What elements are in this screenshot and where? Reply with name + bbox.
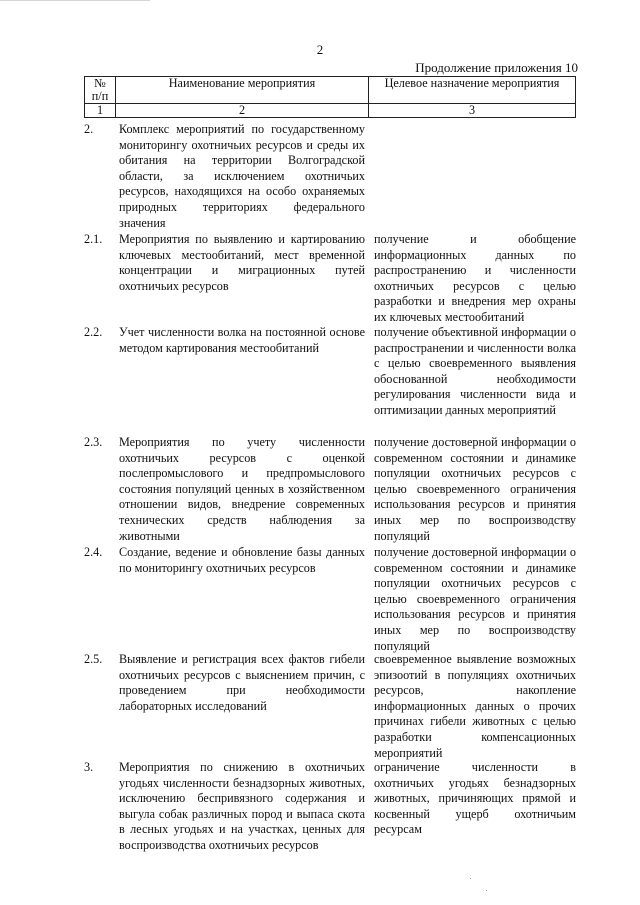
row-activity-name: Учет численности волка на постоянной основе методом картирования местообитаний — [119, 325, 365, 355]
header-col-number: № п/п — [85, 77, 116, 104]
row-activity-name: Мероприятия по учету численности охотничьих ресурсов с оценкой послепромыслового и предпромыслового состояния популяций ценных в хозяйственном отношении видов, внедрение современных технических средств наблюдения за животными — [119, 435, 365, 543]
row-activity-purpose: получение достоверной информации о современном состоянии и динамике популяции охотничьих ресурсов с целью своевременного ограничения использования ресурсов и принятия иных мер по воспроизводству популяций — [374, 435, 576, 543]
row-number: 2.5. — [84, 652, 103, 666]
row-number: 2. — [84, 122, 94, 136]
header-col-name: Наименование мероприятия — [116, 77, 369, 104]
header-index-2: 2 — [116, 104, 369, 118]
table-header — [84, 76, 576, 118]
scan-artifact — [0, 0, 150, 4]
row-number: 2.1. — [84, 232, 103, 246]
header-index-3: 3 — [369, 104, 576, 118]
row-activity-name: Выявление и регистрация всех фактов гибели охотничьих ресурсов с выяснением причин, с проведением при необходимости лабораторных исследований — [119, 652, 365, 713]
row-activity-purpose: ограничение численности в охотничьих угодьях безнадзорных животных, причиняющих прямой и косвенный ущерб охотничьим ресурсам — [374, 760, 576, 837]
row-activity-name: Мероприятия по снижению в охотничьих угодьях численности безнадзорных животных, исключению беспривязного содержания и выгула собак различных пород и выпаса скота в лесных угодьях и на участках, ценных для воспроизводства охотничьих ресурсов — [119, 760, 365, 852]
row-number: 2.2. — [84, 325, 103, 339]
row-activity-purpose: получение и обобщение информационных данных по распространению и численности охотничьих ресурсов с целью разработки и внедрения мер охраны их ключевых местообитаний — [374, 232, 576, 324]
header-col-purpose: Целевое назначение мероприятия — [369, 77, 576, 104]
row-number: 2.3. — [84, 435, 103, 449]
row-activity-name: Мероприятия по выявлению и картированию ключевых местообитаний, мест временной концентрации и миграционных путей охотничьих ресурсов — [119, 232, 365, 293]
appendix-continuation-label: Продолжение приложения 10 — [415, 60, 578, 75]
header-row — [85, 77, 576, 104]
row-activity-name: Создание, ведение и обновление базы данных по мониторингу охотничьих ресурсов — [119, 545, 365, 575]
row-activity-purpose: получение достоверной информации о современном состоянии и динамике популяции охотничьих ресурсов с целью своевременного ограничения использования ресурсов и принятия иных мер по воспроизводству популяций — [374, 545, 576, 653]
row-activity-name: Комплекс мероприятий по государственному мониторингу охотничьих ресурсов и среды их обитания на территории Волгоградской области, за исключением охотничьих ресурсов, находящихся на особо охраняемых природных территориях федерального значения — [119, 122, 365, 230]
scan-speck — [470, 878, 471, 879]
page-number: 2 — [316, 42, 324, 57]
header-index-1: 1 — [85, 104, 116, 118]
scan-speck — [486, 890, 487, 891]
row-number: 2.4. — [84, 545, 103, 559]
row-activity-purpose: своевременное выявление возможных эпизоотий в популяциях охотничьих ресурсов, накопление информационных данных о прочих причинах гибели животных с целью разработки компенсационных мероприятий — [374, 652, 576, 760]
header-index-row — [85, 104, 576, 118]
row-number: 3. — [84, 760, 94, 774]
row-activity-purpose: получение объективной информации о распространении и численности волка с целью своевременного выявления обоснованной необходимости регулирования численности вида и оптимизации данных мероприятий — [374, 325, 576, 417]
